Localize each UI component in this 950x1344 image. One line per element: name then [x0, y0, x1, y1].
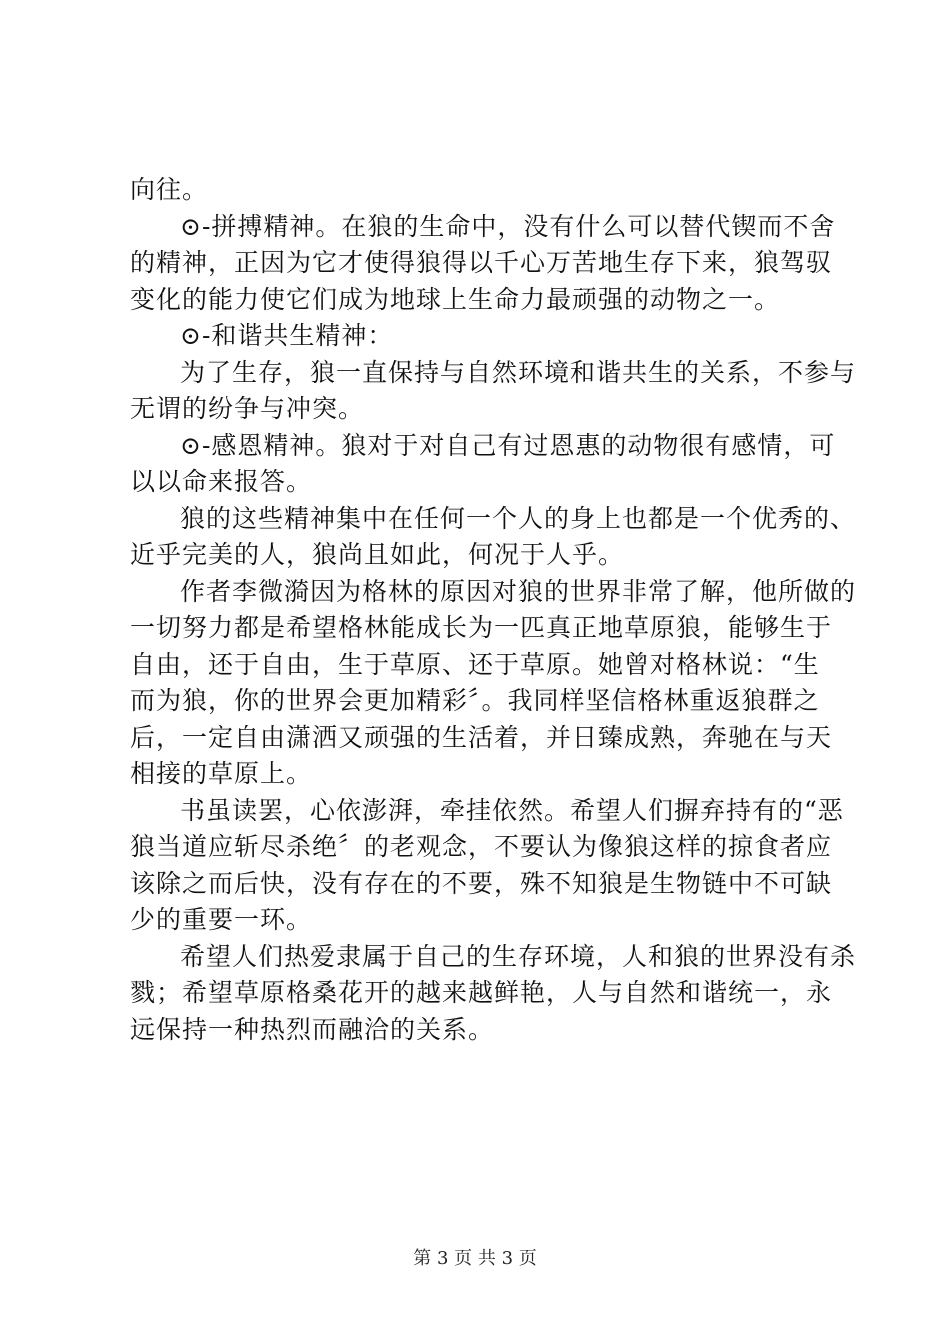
paragraph-line: 狼的这些精神集中在任何一个人的身上也都是一个优秀的、 — [180, 503, 857, 533]
paragraph-line: 近乎完美的人，狼尚且如此，何况于人乎。 — [130, 540, 625, 569]
paragraph-line: 狼当道应斩尽杀绝〞的老观念，不要认为像狼这样的掠食者应 — [130, 832, 833, 861]
paragraph-line: 希望人们热爱隶属于自己的生存环境，人和狼的世界没有杀 — [180, 941, 857, 971]
paragraph-line: 作者李微漪因为格林的原因对狼的世界非常了解，他所做的 — [180, 576, 857, 606]
paragraph-line: 少的重要一环。 — [130, 905, 313, 934]
paragraph-line: 无谓的纷争与冲突。 — [130, 394, 365, 423]
paragraph-line: ⊙-拼搏精神。在狼的生命中，没有什么可以替代锲而不舍 — [180, 211, 836, 241]
paragraph-line: 为了生存，狼一直保持与自然环境和谐共生的关系，不参与 — [180, 357, 857, 387]
paragraph-line: 远保持一种热烈而融洽的关系。 — [130, 1014, 495, 1044]
paragraph-line: 戮；希望草原格桑花开的越来越鲜艳，人与自然和谐统一，永 — [130, 978, 833, 1007]
paragraph-line: 变化的能力使它们成为地球上生命力最顽强的动物之一。 — [130, 284, 781, 314]
paragraph-line: ⊙-感恩精神。狼对于对自己有过恩惠的动物很有感情，可 — [180, 430, 836, 460]
paragraph-line: 后，一定自由潇洒又顽强的生活着，并日臻成熟，奔驰在与天 — [130, 722, 833, 752]
document-body — [130, 172, 857, 1048]
paragraph-line: 自由，还于自由，生于草原、还于草原。她曾对格林说：“生 — [130, 649, 820, 679]
page-number-footer: 第 3 页 共 3 页 — [413, 1248, 537, 1269]
paragraph-line: 而为狼，你的世界会更加精彩〞。我同样坚信格林重返狼群之 — [130, 686, 820, 715]
paragraph-line: 一切努力都是希望格林能成长为一匹真正地草原狼，能够生于 — [130, 613, 833, 642]
paragraph-line: 该除之而后快，没有存在的不要，殊不知狼是生物链中不可缺 — [130, 868, 833, 898]
paragraph-line: 向往。 — [130, 175, 209, 204]
paragraph-line: 的精神，正因为它才使得狼得以千心万苦地生存下来，狼驾驭 — [130, 248, 833, 277]
paragraph-line: 以以命来报答。 — [130, 467, 313, 496]
paragraph-line: 书虽读罢，心依澎湃，牵挂依然。希望人们摒弃持有的“恶 — [180, 795, 844, 825]
paragraph-line: 相接的草原上。 — [130, 759, 313, 788]
paragraph-line: ⊙-和谐共生精神： — [180, 321, 394, 350]
